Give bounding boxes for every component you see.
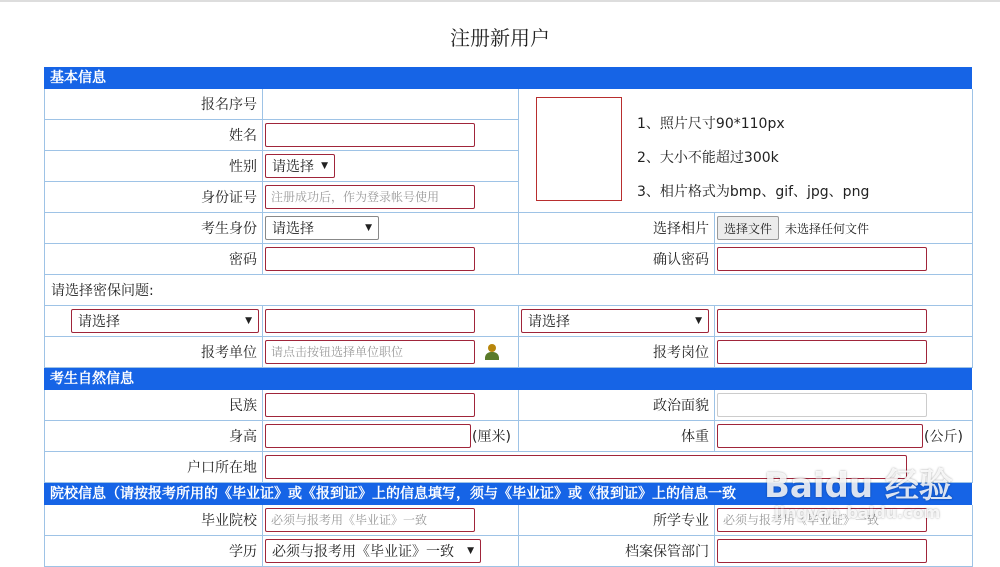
photo-note: 2、大小不能超过300k <box>637 150 779 166</box>
security-prompt: 请选择密保问题: <box>45 275 973 306</box>
id-label: 身份证号 <box>45 182 263 213</box>
top-border <box>0 0 1000 2</box>
section-basic-info: 基本信息 <box>44 67 972 89</box>
weight-label: 体重 <box>519 421 715 452</box>
baidu-watermark <box>764 458 953 522</box>
security-question-1-select[interactable] <box>71 309 259 333</box>
photo-note: 3、相片格式为bmp、gif、jpg、png <box>637 184 870 200</box>
name-label: 姓名 <box>45 120 263 151</box>
major-label: 所学专业 <box>519 505 715 536</box>
question2-value: 请选择 <box>528 314 570 330</box>
hukou-label: 户口所在地 <box>45 452 263 483</box>
photo-preview <box>536 97 622 201</box>
archive-input[interactable] <box>717 539 927 563</box>
confirm-password-label: 确认密码 <box>519 244 715 275</box>
gender-select[interactable] <box>265 154 335 178</box>
photo-notes <box>637 107 869 209</box>
gender-value: 请选择 <box>272 159 314 175</box>
id-input[interactable] <box>265 185 475 209</box>
ethnicity-input[interactable] <box>265 393 475 417</box>
identity-value: 请选择 <box>272 221 314 237</box>
height-unit: (厘米) <box>472 429 511 445</box>
security-question-2-select[interactable] <box>521 309 709 333</box>
photo-label: 选择相片 <box>519 213 715 244</box>
confirm-password-input[interactable] <box>717 247 927 271</box>
watermark-url: jingyan.baidu.com <box>774 503 941 522</box>
password-input[interactable] <box>265 247 475 271</box>
archive-label: 档案保管部门 <box>519 536 715 567</box>
basic-info-grid <box>44 89 972 368</box>
position-input[interactable] <box>717 340 927 364</box>
school-label: 毕业院校 <box>45 505 263 536</box>
choose-file-button[interactable]: 选择文件 <box>717 216 779 240</box>
ethnicity-label: 民族 <box>45 390 263 421</box>
unit-input[interactable] <box>265 340 475 364</box>
section-natural-info: 考生自然信息 <box>44 368 972 390</box>
identity-label: 考生身份 <box>45 213 263 244</box>
serial-value <box>263 89 519 120</box>
file-status: 未选择任何文件 <box>785 221 870 236</box>
question1-value: 请选择 <box>78 314 120 330</box>
watermark-brand: Baidu 经验 <box>764 466 953 506</box>
weight-unit: (公斤) <box>924 429 963 445</box>
section-school-info: 院校信息（请按报考所用的《毕业证》或《报到证》上的信息填写，须与《毕业证》或《报到证》上的信息一致 <box>44 483 972 505</box>
password-label: 密码 <box>45 244 263 275</box>
photo-area <box>519 89 973 213</box>
security-answer-1-input[interactable] <box>265 309 475 333</box>
height-input[interactable] <box>265 424 471 448</box>
chevron-down-icon: ▼ <box>467 546 474 556</box>
photo-note: 1、照片尺寸90*110px <box>637 116 785 132</box>
school-input[interactable] <box>265 508 475 532</box>
security-answer-2-input[interactable] <box>717 309 927 333</box>
select-unit-icon[interactable] <box>485 344 499 360</box>
page-title: 注册新用户 <box>450 26 550 50</box>
education-label: 学历 <box>45 536 263 567</box>
weight-input[interactable] <box>717 424 923 448</box>
chevron-down-icon: ▼ <box>365 223 372 233</box>
chevron-down-icon: ▼ <box>321 161 328 171</box>
position-label: 报考岗位 <box>519 337 715 368</box>
chevron-down-icon: ▼ <box>695 316 702 326</box>
education-value: 必须与报考用《毕业证》一致 <box>272 544 454 560</box>
education-select[interactable] <box>265 539 481 563</box>
political-input[interactable] <box>717 393 927 417</box>
identity-select[interactable] <box>265 216 379 240</box>
chevron-down-icon: ▼ <box>245 316 252 326</box>
name-input[interactable] <box>265 123 475 147</box>
serial-label: 报名序号 <box>45 89 263 120</box>
gender-label: 性别 <box>45 151 263 182</box>
political-label: 政治面貌 <box>519 390 715 421</box>
height-label: 身高 <box>45 421 263 452</box>
unit-label: 报考单位 <box>45 337 263 368</box>
